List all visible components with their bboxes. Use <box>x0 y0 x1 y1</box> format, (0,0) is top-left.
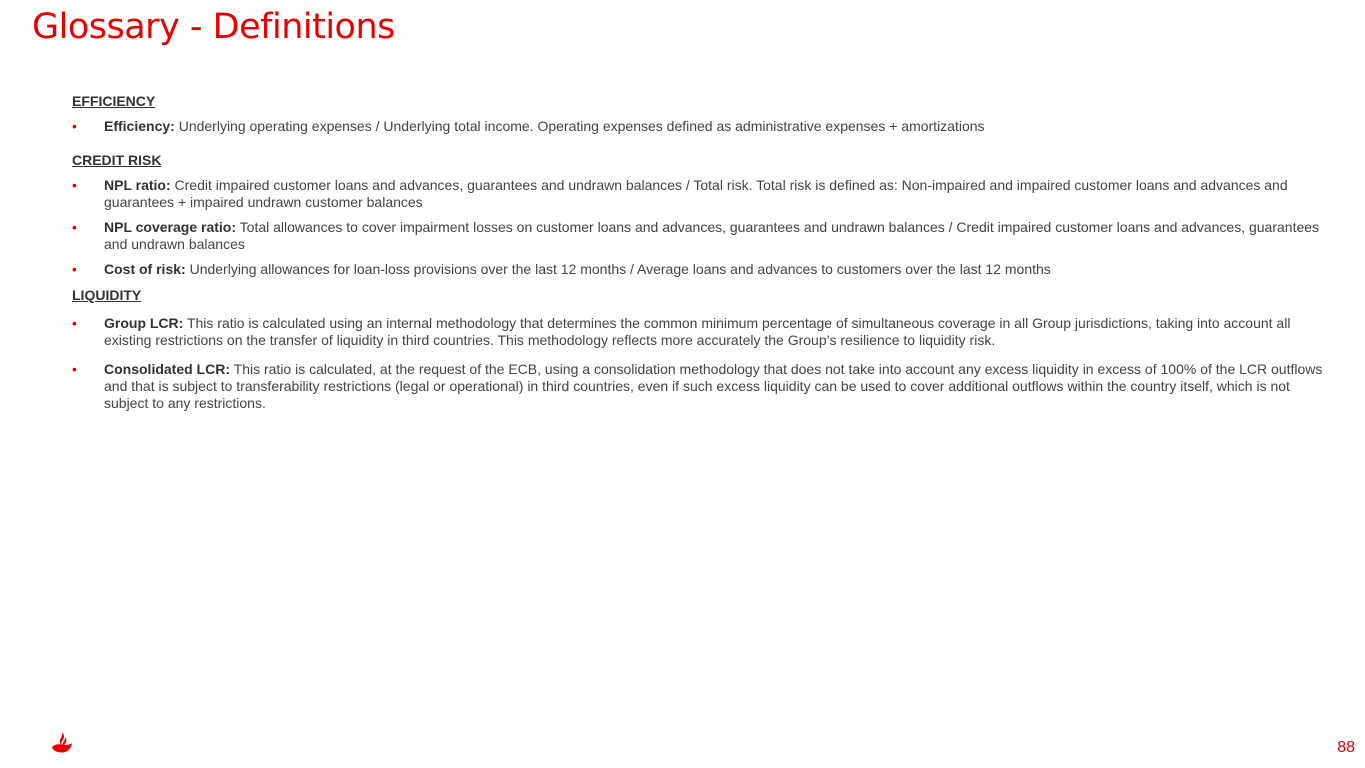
definition-item-consolidated-lcr <box>72 361 1327 412</box>
section-heading: CREDIT RISK <box>72 152 162 168</box>
definition-list <box>72 315 1327 412</box>
definition-text: Total allowances to cover impairment losses on customer loans and advances, guarantees and undrawn balances / Credit impaired customer loans and advances, guarantees and undrawn balances <box>104 219 1320 252</box>
section-liquidity <box>72 286 1327 412</box>
bullet-icon: • <box>72 118 77 134</box>
definition-item-cost-of-risk <box>72 261 1327 278</box>
definition-text: Underlying allowances for loan-loss provisions over the last 12 months / Average loans and advances to customers over the last 12 months <box>185 261 1051 277</box>
definition-term: Group LCR: <box>104 315 184 331</box>
flame-logo-icon <box>49 730 75 756</box>
section-credit-risk <box>72 151 1327 278</box>
bullet-icon: • <box>72 177 77 193</box>
definition-item-group-lcr <box>72 315 1327 349</box>
definition-item-npl-ratio <box>72 177 1327 211</box>
definition-text: This ratio is calculated using an internal methodology that determines the common minimum percentage of simultaneous coverage in all Group jurisdictions, taking into account all existing restrictions on the transfer of liquidity in third countries. This methodology reflects more accurately the Group’s resilience to liquidity risk. <box>104 315 1291 348</box>
bullet-icon: • <box>72 315 77 331</box>
definition-text: This ratio is calculated, at the request of the ECB, using a consolidation methodology that does not take into account any excess liquidity in excess of 100% of the LCR outflows and that is subject to transferability restrictions (legal or operational) in third countries, even if such excess liquidity can be used to cover additional outflows within the country itself, which is not subject to any restrictions. <box>104 361 1323 411</box>
definition-list <box>72 177 1327 278</box>
definition-term: Cost of risk: <box>104 261 186 277</box>
definition-term: Efficiency: <box>104 118 175 134</box>
page-number: 88 <box>1337 739 1355 756</box>
glossary-content <box>72 92 1327 424</box>
definition-item-efficiency <box>72 118 1327 135</box>
definition-term: NPL coverage ratio: <box>104 219 237 235</box>
definition-list <box>72 118 1327 135</box>
section-efficiency <box>72 92 1327 135</box>
definition-text: Underlying operating expenses / Underlying total income. Operating expenses defined as administrative expenses + amortizations <box>174 118 985 134</box>
section-heading: LIQUIDITY <box>72 287 142 303</box>
definition-text: Credit impaired customer loans and advances, guarantees and undrawn balances / Total risk. Total risk is defined as: Non-impaired and impaired customer loans and advances and guarantees + impaired undrawn customer balances <box>104 177 1288 210</box>
bullet-icon: • <box>72 261 77 277</box>
bullet-icon: • <box>72 361 77 377</box>
bullet-icon: • <box>72 219 77 235</box>
definition-term: NPL ratio: <box>104 177 171 193</box>
section-heading: EFFICIENCY <box>72 93 156 109</box>
definition-item-npl-coverage-ratio <box>72 219 1327 253</box>
definition-term: Consolidated LCR: <box>104 361 230 377</box>
page-title: Glossary - Definitions <box>32 7 395 47</box>
